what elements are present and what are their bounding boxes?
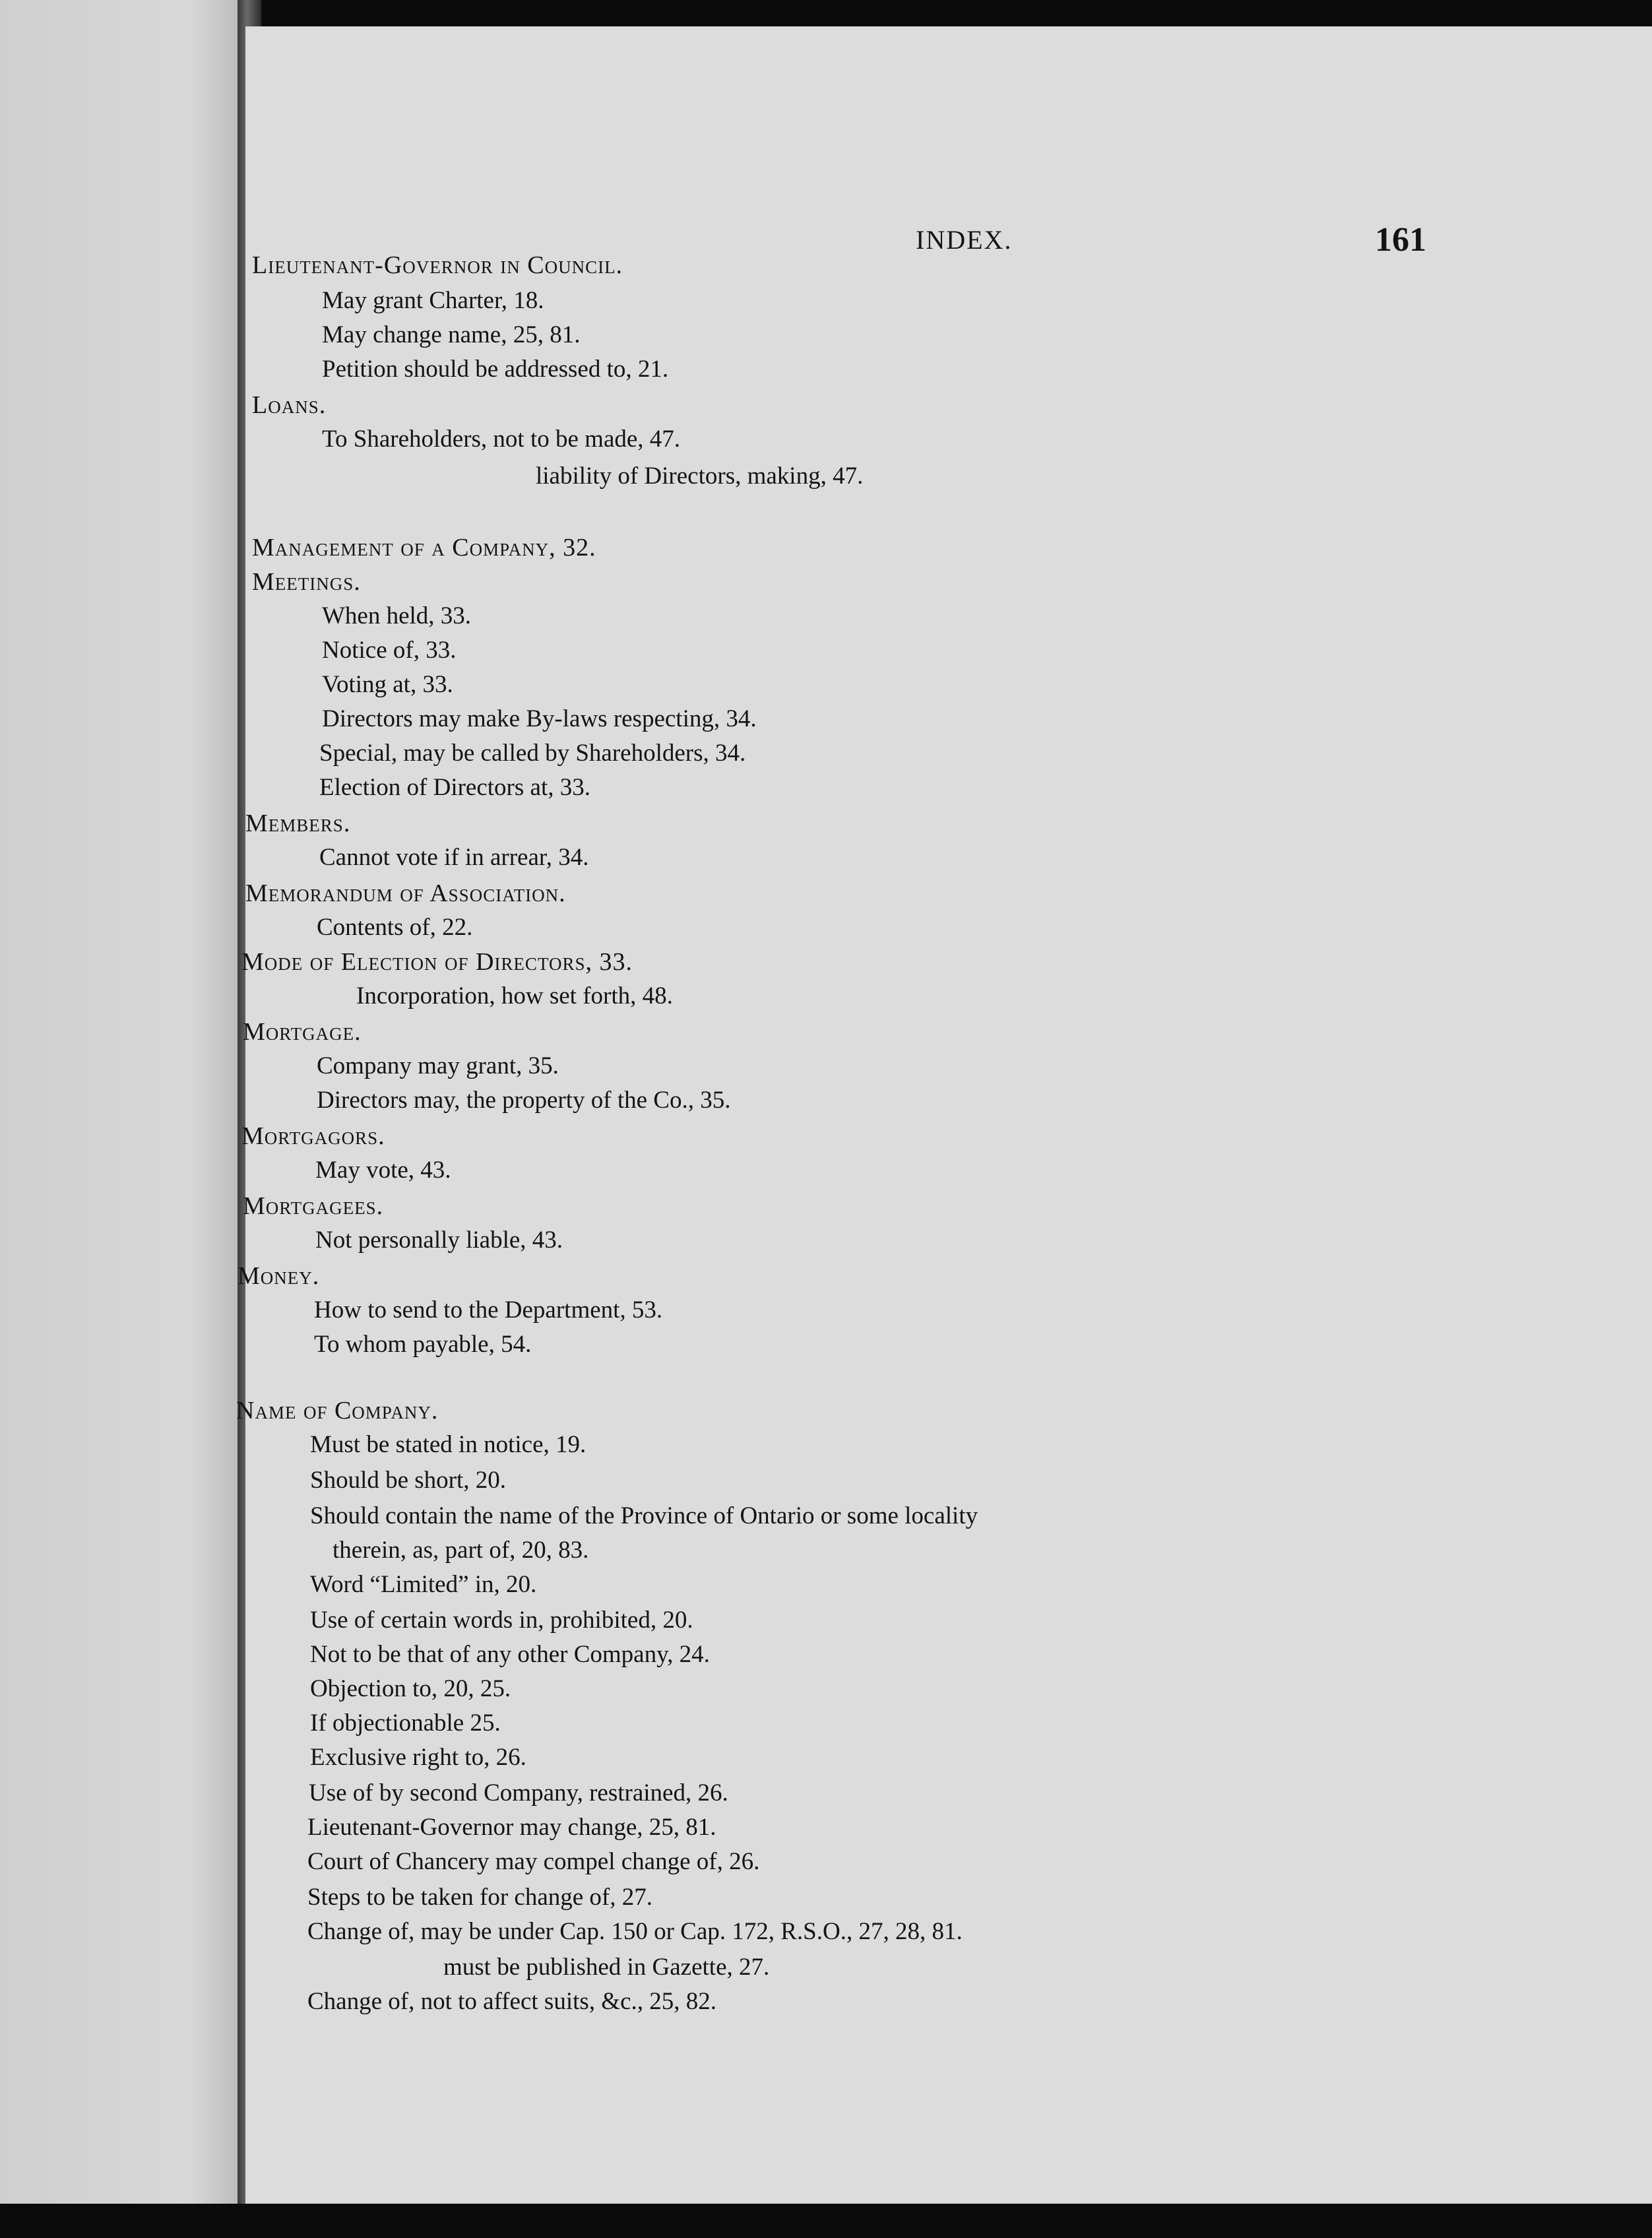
index-subentry: May grant Charter, 18. <box>322 287 544 314</box>
index-subentry: To whom payable, 54. <box>314 1331 532 1358</box>
index-subentry: Company may grant, 35. <box>317 1052 559 1079</box>
index-subentry: Should contain the name of the Province of Ontario or some locality <box>310 1502 978 1529</box>
index-subentry: Petition should be addressed to, 21. <box>322 356 669 383</box>
index-heading: Management of a Company, 32. <box>252 534 596 561</box>
facing-page <box>0 0 238 2238</box>
index-subentry: To Shareholders, not to be made, 47. <box>322 426 681 453</box>
index-page <box>236 26 1652 2238</box>
index-subentry: Not personally liable, 43. <box>315 1227 563 1254</box>
index-heading: Mortgage. <box>243 1018 362 1046</box>
index-heading: Money. <box>238 1262 320 1290</box>
index-subentry: Notice of, 33. <box>322 637 457 664</box>
index-heading: Mortgagors. <box>241 1122 385 1150</box>
index-subentry: Change of, may be under Cap. 150 or Cap. 172, R.S.O., 27, 28, 81. <box>307 1918 963 1945</box>
scan-border-bottom <box>0 2204 1652 2238</box>
index-subentry: Cannot vote if in arrear, 34. <box>319 844 589 871</box>
index-heading: Name of Company. <box>236 1397 439 1424</box>
index-subentry: When held, 33. <box>322 602 472 629</box>
index-subentry: Use of certain words in, prohibited, 20. <box>310 1607 693 1634</box>
index-heading: Members. <box>245 810 351 837</box>
index-subentry: Incorporation, how set forth, 48. <box>356 982 673 1009</box>
page-number: 161 <box>1375 221 1426 259</box>
index-heading: Memorandum of Association. <box>245 879 566 907</box>
index-entries <box>236 26 1652 2238</box>
index-subentry: If objectionable 25. <box>310 1710 501 1737</box>
index-subentry: Should be short, 20. <box>310 1467 507 1494</box>
index-subentry: May change name, 25, 81. <box>322 321 581 348</box>
index-subentry: Directors may make By-laws respecting, 34. <box>322 705 757 732</box>
index-heading: Loans. <box>252 391 327 419</box>
index-heading: Lieutenant-Governor in Council. <box>252 251 623 279</box>
index-subentry: Lieutenant-Governor may change, 25, 81. <box>307 1814 716 1841</box>
index-subentry: Contents of, 22. <box>317 914 473 941</box>
index-subentry: Objection to, 20, 25. <box>310 1675 511 1702</box>
index-subentry: liability of Directors, making, 47. <box>536 463 864 490</box>
index-subentry: Exclusive right to, 26. <box>310 1744 526 1771</box>
index-subentry: therein, as, part of, 20, 83. <box>333 1537 589 1564</box>
index-subentry: Steps to be taken for change of, 27. <box>307 1884 652 1911</box>
index-subentry: Special, may be called by Shareholders, 34. <box>319 740 746 767</box>
index-heading: Mode of Election of Directors, 33. <box>241 948 633 976</box>
index-subentry: must be published in Gazette, 27. <box>443 1954 770 1981</box>
index-subentry: Must be stated in notice, 19. <box>310 1431 587 1458</box>
index-subentry: May vote, 43. <box>315 1157 451 1184</box>
index-subentry: Change of, not to affect suits, &c., 25, 82. <box>307 1988 716 2015</box>
index-subentry: How to send to the Department, 53. <box>314 1296 663 1324</box>
index-heading: Mortgagees. <box>243 1192 384 1220</box>
index-subentry: Not to be that of any other Company, 24. <box>310 1641 710 1668</box>
index-subentry: Use of by second Company, restrained, 26. <box>309 1779 728 1806</box>
index-subentry: Court of Chancery may compel change of, 26. <box>307 1848 760 1875</box>
index-subentry: Directors may, the property of the Co., 35. <box>317 1087 731 1114</box>
index-heading: Meetings. <box>252 568 361 596</box>
index-subentry: Word “Limited” in, 20. <box>310 1571 537 1598</box>
index-subentry: Voting at, 33. <box>322 671 453 698</box>
running-head: INDEX. <box>916 225 1013 255</box>
index-subentry: Election of Directors at, 33. <box>319 774 590 801</box>
scan-border-top <box>261 0 1652 26</box>
